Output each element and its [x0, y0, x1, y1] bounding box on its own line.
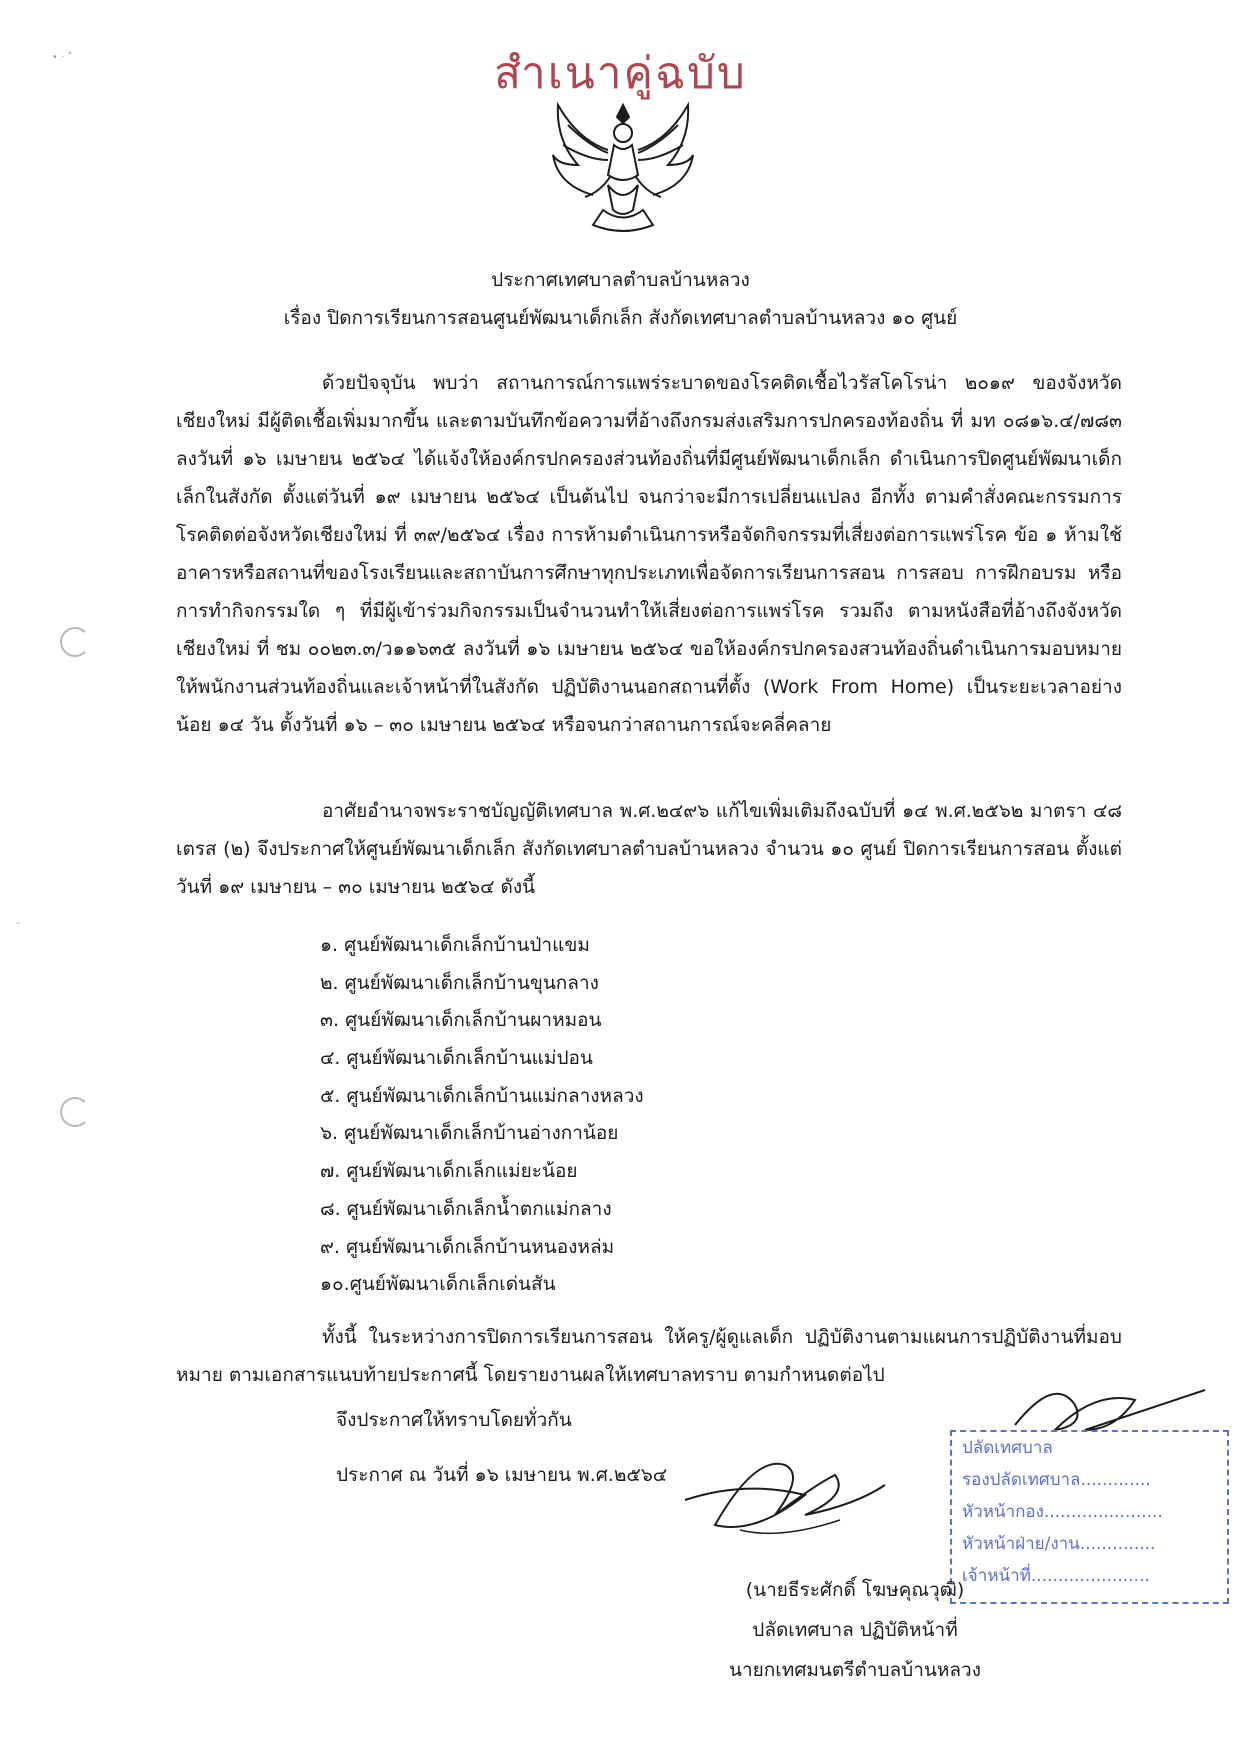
signatory-title: นายกเทศมนตรีตำบลบ้านหลวง — [729, 1659, 981, 1681]
date-line: ประกาศ ณ วันที่ ๑๖ เมษายน พ.ศ.๒๕๖๔ — [336, 1464, 668, 1486]
punch-hole — [60, 1097, 90, 1127]
signatory-position: ปลัดเทศบาล ปฏิบัติหน้าที่ — [752, 1619, 958, 1641]
announce-line: จึงประกาศให้ทราบโดยทั่วกัน — [336, 1409, 572, 1431]
list-item: ๑. ศูนย์พัฒนาเด็กเล็กบ้านป่าแขม — [320, 934, 590, 956]
garuda-emblem-icon — [548, 95, 698, 240]
scan-speck: - — [16, 918, 20, 929]
signature-block — [700, 1570, 1010, 1690]
list-item: ๗. ศูนย์พัฒนาเด็กเล็กแม่ยะน้อย — [320, 1160, 578, 1183]
paragraph-background: ด้วยปัจจุบัน พบว่า สถานการณ์การแพร่ระบาดของโรคติดเชื้อไวรัสโคโรน่า ๒๐๑๙ ของจังหวัดเชียงใหม่ มีผู้ติดเชื้อเพิ่มมากขึ้น และตามบันทึกข้อความที่อ้างถึงกรมส่งเสริมการปกครองท้องถิ่น ที่ มท ๐๘๑๖.๔/๗๘๓ ลงวันที่ ๑๖ เมษายน ๒๕๖๔ ได้แจ้งให้องค์กรปกครองส่วนท้องถิ่นที่มีศูนย์พัฒนาเด็กเล็ก ดำเนินการปิดศูนย์พัฒนาเด็กเล็กในสังกัด ตั้งแต่วันที่ ๑๙ เมษายน ๒๕๖๔ เป็นต้นไป จนกว่าจะมีการเปลี่ยนแปลง อีกทั้ง ตามคำสั่งคณะกรรมการโรคติดต่อจังหวัดเชียงใหม่ ที่ ๓๙/๒๕๖๔ เรื่อง การห้ามดำเนินการหรือจัดกิจกรรมที่เสี่ยงต่อการแพร่โรค ข้อ ๑ ห้ามใช้อาคารหรือสถานที่ของโรงเรียนและสถาบันการศึกษาทุกประเภทเพื่อจัดการเรียนการสอน การสอบ การฝึกอบรม หรือการทำกิจกรรมใด ๆ ที่มีผู้เข้าร่วมกิจกรรมเป็นจำนวนทำให้เสี่ยงต่อการแพร่โรค รวมถึง ตามหนังสือที่อ้างถึงจังหวัดเชียงใหม่ ที่ ชม ๐๐๒๓.๓/ว๑๑๖๓๕ ลงวันที่ ๑๖ เมษายน ๒๕๖๔ ขอให้องค์กรปกครองสวนท้องถิ่นดำเนินการมอบหมายให้พนักงานส่วนท้องถิ่นและเจ้าหน้าที่ในสังกัด ปฏิบัติงานนอกสถานที่ตั้ง (Work From Home) เป็นระยะเวลาอย่างน้อย ๑๔ วัน ตั้งวันที่ ๑๖ – ๓๐ เมษายน ๒๕๖๔ หรือจนกว่าสถานการณ์จะคลี่คลาย — [176, 372, 1122, 736]
signature-scribble — [680, 1430, 890, 1550]
routing-row: หัวหน้าฝ่าย/งาน.............. — [962, 1534, 1156, 1554]
list-item: ๕. ศูนย์พัฒนาเด็กเล็กบ้านแม่กลางหลวง — [320, 1084, 644, 1107]
paragraph-authority: อาศัยอำนาจพระราชบัญญัติเทศบาล พ.ศ.๒๔๙๖ แก้ไขเพิ่มเติมถึงฉบับที่ ๑๔ พ.ศ.๒๕๖๒ มาตรา ๔๘ เตรส (๒) จึงประกาศให้ศูนย์พัฒนาเด็กเล็ก สังกัดเทศบาลตำบลบ้านหลวง จำนวน ๑๐ ศูนย์ ปิดการเรียนการสอน ตั้งแต่วันที่ ๑๙ เมษายน – ๓๐ เมษายน ๒๕๖๔ ดังนี้ — [176, 800, 1122, 898]
list-item: ๑๐.ศูนย์พัฒนาเด็กเล็กเด่นสัน — [320, 1273, 556, 1296]
copy-stamp: สำเนาคู่ฉบับ — [494, 48, 747, 99]
list-item: ๖. ศูนย์พัฒนาเด็กเล็กบ้านอ่างกาน้อย — [320, 1122, 619, 1145]
center-list — [320, 927, 644, 1304]
list-item: ๘. ศูนย์พัฒนาเด็กเล็กน้ำตกแม่กลาง — [320, 1197, 612, 1220]
routing-row: ปลัดเทศบาล — [962, 1438, 1053, 1458]
announcement-title: ประกาศเทศบาลตำบลบ้านหลวง — [491, 269, 750, 291]
list-item: ๙. ศูนย์พัฒนาเด็กเล็กบ้านหนองหล่ม — [320, 1235, 615, 1258]
list-item: ๔. ศูนย์พัฒนาเด็กเล็กบ้านแม่ปอน — [320, 1047, 593, 1070]
signatory-name: (นายธีระศักดิ์ โฆษคุณวุฒิ) — [745, 1579, 965, 1601]
routing-row: รองปลัดเทศบาล............. — [962, 1470, 1151, 1490]
list-item: ๒. ศูนย์พัฒนาเด็กเล็กบ้านขุนกลาง — [320, 971, 599, 994]
announcement-subject: เรื่อง ปิดการเรียนการสอนศูนย์พัฒนาเด็กเล็ก สังกัดเทศบาลตำบลบ้านหลวง ๑๐ ศูนย์ — [283, 307, 958, 329]
list-item: ๓. ศูนย์พัฒนาเด็กเล็กบ้านผาหมอน — [320, 1009, 602, 1032]
paragraph-instructions: ทั้งนี้ ในระหว่างการปิดการเรียนการสอน ให้ครู/ผู้ดูแลเด็ก ปฏิบัติงานตามแผนการปฏิบัติงานที่มอบหมาย ตามเอกสารแนบท้ายประกาศนี้ โดยรายงานผลให้เทศบาลทราบ ตามกำหนดต่อไป — [176, 1326, 1122, 1386]
routing-row: หัวหน้ากอง...................... — [962, 1502, 1163, 1522]
scan-speck: • · ˚ — [52, 52, 73, 63]
routing-row: เจ้าหน้าที่...................... — [962, 1566, 1150, 1586]
punch-hole — [60, 627, 90, 657]
